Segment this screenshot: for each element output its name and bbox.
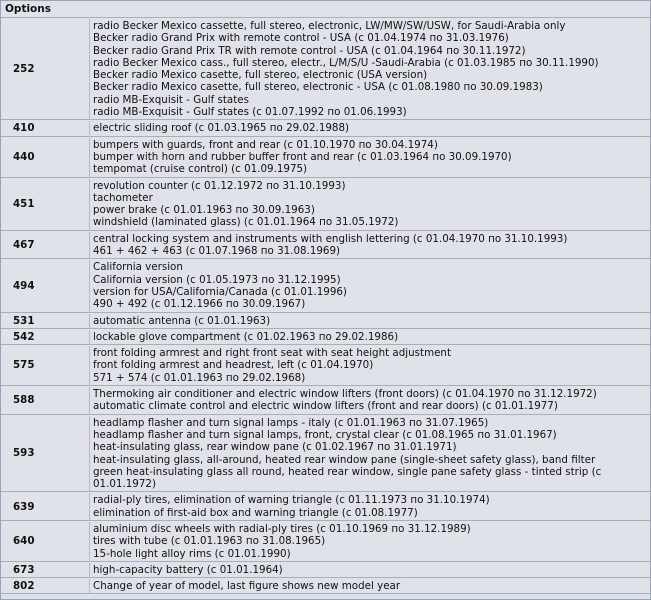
option-row	[1, 260, 650, 312]
option-description-line: tachometer	[93, 191, 153, 204]
option-description-line: aluminium disc wheels with radial-ply tires (c 01.10.1969 по 31.12.1989)	[93, 522, 471, 535]
option-description-line: central locking system and instruments with english lettering (c 01.04.1970 по 31.10.1993)	[93, 232, 568, 245]
option-row	[1, 314, 650, 329]
option-description	[89, 387, 650, 415]
option-description-line: Becker radio Mexico casette, full stereo, electronic - USA (c 01.08.1980 по 30.09.1983)	[93, 81, 543, 94]
option-description-line: headlamp flasher and turn signal lamps, front, crystal clear (c 01.08.1965 по 31.01.1967)	[93, 428, 557, 441]
option-description-line: Change of year of model, last figure shows new model year	[93, 580, 401, 593]
option-description-line: elimination of first-aid box and warning triangle (c 01.08.1977)	[93, 506, 418, 519]
option-description-line: Thermoking air conditioner and electric window lifters (front doors) (c 01.04.1970 по 31.12.1972)	[93, 388, 597, 401]
option-row	[1, 121, 650, 136]
option-description-line: headlamp flasher and turn signal lamps - italy (c 01.01.1963 по 31.07.1965)	[93, 416, 489, 429]
option-description-line: electric sliding roof (c 01.03.1965 по 29.02.1988)	[93, 122, 350, 135]
option-row	[1, 563, 650, 578]
option-description-line: Becker radio Mexico casette, full stereo, electronic (USA version)	[93, 69, 428, 82]
option-code: 593	[1, 416, 89, 493]
option-code: 451	[1, 179, 89, 231]
option-code: 410	[1, 121, 89, 136]
option-description-line: radio Becker Mexico cass., full stereo, electr., L/M/S/U -Saudi-Arabia (c 01.03.1985 по 30.11.1990)	[93, 56, 599, 69]
option-code: 802	[1, 579, 89, 594]
option-description-line: windshield (laminated glass) (c 01.01.1964 по 31.05.1972)	[93, 216, 399, 229]
option-description	[89, 179, 650, 231]
option-description-line: radial-ply tires, elimination of warning triangle (c 01.11.1973 по 31.10.1974)	[93, 494, 490, 507]
option-description-line: California version	[93, 261, 183, 274]
option-description-line: high-capacity battery (c 01.01.1964)	[93, 563, 283, 576]
option-row	[1, 579, 650, 594]
option-code: 639	[1, 493, 89, 521]
option-description	[89, 232, 650, 260]
option-row	[1, 19, 650, 120]
option-description	[89, 416, 650, 493]
option-description-line: 461 + 462 + 463 (c 01.07.1968 по 31.08.1969)	[93, 245, 341, 258]
option-code: 575	[1, 346, 89, 386]
option-row	[1, 522, 650, 562]
option-row	[1, 416, 650, 493]
option-description-line: front folding armrest and headrest, left (c 01.04.1970)	[93, 359, 374, 372]
option-code: 588	[1, 387, 89, 415]
option-description-line: California version (c 01.05.1973 по 31.12.1995)	[93, 273, 341, 286]
option-code: 542	[1, 330, 89, 345]
option-description-line: revolution counter (c 01.12.1972 по 31.10.1993)	[93, 179, 346, 192]
option-description-line: heat-insulating glass, rear window pane (c 01.02.1967 по 31.01.1971)	[93, 441, 457, 454]
option-code: 440	[1, 138, 89, 178]
option-description	[89, 121, 650, 136]
options-header: Options	[1, 1, 650, 18]
option-description-line: green heat-insulating glass all round, heated rear window, single pane safety glass - tinted strip (c 01.01.1972)	[93, 465, 602, 491]
option-description-line: tempomat (cruise control) (c 01.09.1975)	[93, 163, 308, 176]
option-row	[1, 232, 650, 260]
option-row	[1, 179, 650, 231]
option-description-line: version for USA/California/Canada (c 01.01.1996)	[93, 285, 347, 298]
options-table	[1, 18, 650, 595]
option-row	[1, 493, 650, 521]
option-description-line: front folding armrest and right front seat with seat height adjustment	[93, 347, 451, 360]
option-description	[89, 563, 650, 578]
option-row	[1, 346, 650, 386]
option-description	[89, 314, 650, 329]
option-description-line: 490 + 492 (c 01.12.1966 по 30.09.1967)	[93, 298, 306, 311]
option-description-line: heat-insulating glass, all-around, heated rear window pane (single-sheet safety glass), band filter	[93, 453, 596, 466]
option-description	[89, 493, 650, 521]
option-description	[89, 579, 650, 594]
option-description-line: Becker radio Grand Prix with remote control - USA (c 01.04.1974 по 31.03.1976)	[93, 32, 509, 45]
option-code: 467	[1, 232, 89, 260]
option-description-line: Becker radio Grand Prix TR with remote control - USA (c 01.04.1964 по 30.11.1972)	[93, 44, 526, 57]
option-description-line: bumpers with guards, front and rear (c 01.10.1970 по 30.04.1974)	[93, 138, 438, 151]
option-description-line: lockable glove compartment (c 01.02.1963 по 29.02.1986)	[93, 330, 399, 343]
option-description-line: power brake (c 01.01.1963 по 30.09.1963)	[93, 204, 315, 217]
option-description-line: 15-hole light alloy rims (c 01.01.1990)	[93, 547, 291, 560]
option-description-line: radio MB-Exquisit - Gulf states	[93, 93, 249, 106]
option-description-line: automatic antenna (c 01.01.1963)	[93, 314, 271, 327]
option-description-line: automatic climate control and electric window lifters (front and rear doors) (c 01.01.1977)	[93, 400, 558, 413]
option-description-line: radio Becker Mexico cassette, full stereo, electronic, LW/MW/SW/USW, for Saudi-Arabia only	[93, 20, 566, 32]
option-description-line: tires with tube (c 01.01.1963 по 31.08.1965)	[93, 535, 326, 548]
option-description-line: radio MB-Exquisit - Gulf states (c 01.07.1992 по 01.06.1993)	[93, 106, 407, 119]
option-description	[89, 522, 650, 562]
option-description-line: 571 + 574 (c 01.01.1963 по 29.02.1968)	[93, 371, 306, 384]
option-description	[89, 138, 650, 178]
option-description	[89, 346, 650, 386]
option-code: 494	[1, 260, 89, 312]
option-code: 531	[1, 314, 89, 329]
option-description-line: bumper with horn and rubber buffer front and rear (c 01.03.1964 по 30.09.1970)	[93, 150, 512, 163]
option-description	[89, 260, 650, 312]
option-row	[1, 387, 650, 415]
options-table-body	[1, 19, 650, 594]
option-code: 640	[1, 522, 89, 562]
option-code: 252	[1, 19, 89, 120]
option-description	[89, 330, 650, 345]
option-row	[1, 330, 650, 345]
option-description	[89, 19, 650, 120]
option-row	[1, 138, 650, 178]
option-code: 673	[1, 563, 89, 578]
